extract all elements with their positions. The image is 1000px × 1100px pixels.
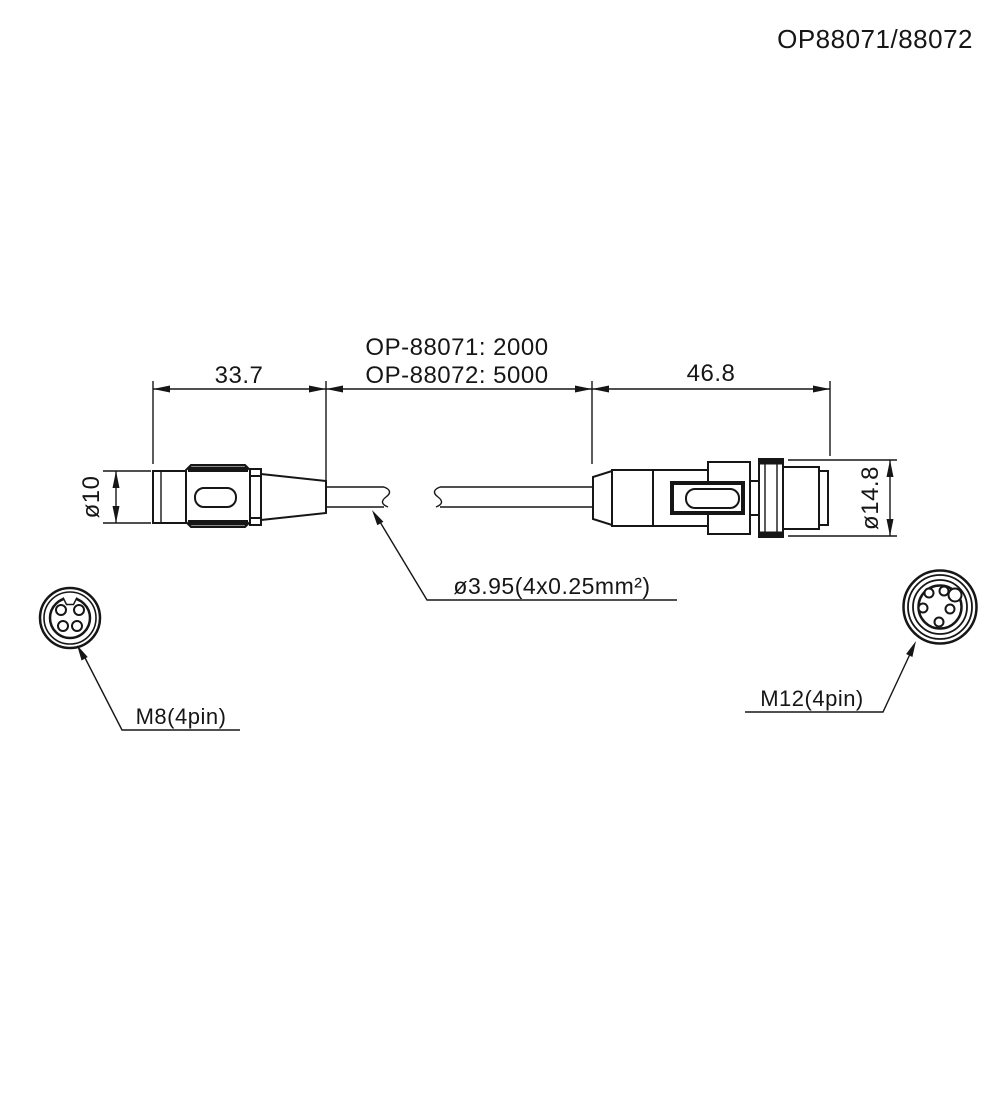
arrowhead [887,519,894,536]
dim-right-diameter: ø14.8 [857,466,884,530]
m12-end-cap [819,471,828,525]
m8-tab-top [250,469,261,476]
arrowhead [153,386,170,393]
m12-knurl-band-bottom [760,532,782,537]
m8-tip-barrel [153,471,186,523]
m8-connector-side-view [153,465,326,527]
m12-pin [940,587,949,596]
arrowhead [906,641,916,657]
arrowhead [887,460,894,477]
dim-cable-length-op88071: OP-88071: 2000 [365,334,549,361]
m12-tip-barrel [783,467,819,529]
m12-key-hole [949,589,962,602]
length-dimensions [153,334,830,481]
arrowhead [575,386,592,393]
m8-face-view [40,588,100,648]
m12-strain-relief-tip [593,471,612,525]
m12-pin [925,589,934,598]
dim-cable-length-op88072: OP-88072: 5000 [365,362,549,389]
m8-pin [56,605,66,615]
arrowhead [372,510,383,525]
m8-knurl-band-top [188,467,248,473]
cable-break-right [434,487,441,507]
m8-knurl-band-bottom [188,520,248,526]
cable-spec-label: ø3.95(4x0.25mm²) [453,573,651,599]
m8-tab-bottom [250,518,261,525]
m12-pin [946,605,955,614]
arrowhead [813,386,830,393]
arrowhead [77,645,88,661]
arrowhead [309,386,326,393]
m12-connector-label: M12(4pin) [760,686,864,711]
m12-neck [750,481,759,515]
drawing-number: OP88071/88072 [777,24,973,54]
arrowhead [113,471,120,488]
cable [326,487,593,507]
m12-pin [919,604,928,613]
diameter-dimension-m8 [78,471,151,523]
m8-body-slot [195,488,236,507]
m12-face-view [904,571,977,644]
dim-left-diameter: ø10 [78,475,105,519]
m12-strain-relief-barrel [612,470,653,526]
cable-left-segment [326,487,384,507]
arrowhead [326,386,343,393]
m12-knurled-ring [759,459,783,537]
m8-connector-label: M8(4pin) [135,704,227,729]
m8-pin [72,621,82,631]
m8-pin [74,605,84,615]
m8-pin [58,621,68,631]
dim-right-length: 46.8 [686,360,736,387]
m12-slot [686,489,739,508]
dim-left-length: 33.7 [214,362,264,389]
m8-callout [77,645,240,730]
m8-strain-relief-boot [261,474,326,520]
arrowhead [113,506,120,523]
cable-break-left [382,487,389,507]
m12-callout [745,641,916,712]
m12-pin [935,618,944,627]
m12-knurl-band-top [760,460,782,465]
cable-right-segment [440,487,593,507]
m12-connector-side-view [593,459,828,537]
arrowhead [592,386,609,393]
